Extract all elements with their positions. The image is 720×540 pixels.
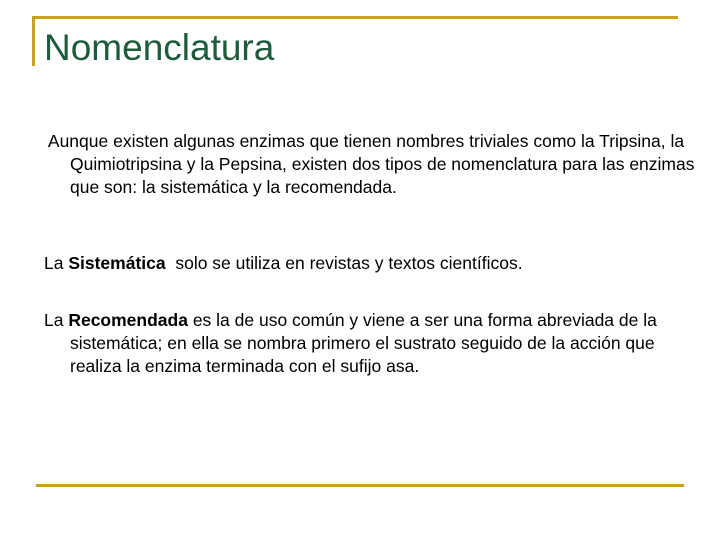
intro-text: Aunque existen algunas enzimas que tienen nombres triviales como la Tripsina, la Quimiotripsina y la Pepsina, existen dos tipos de nomenclatura para las enzimas que son: la sistemática y la recomendada. [47,131,695,197]
top-border-rule [32,16,678,19]
intro-paragraph [44,130,710,199]
recomendada-term: Recomendada [68,310,188,330]
sistematica-prefix: La [44,253,69,273]
recomendada-text: es la de uso común y viene a ser una forma abreviada de la sistemática; en ella se nombra primero el sustrato seguido de la acción que realiza la enzima terminada con el sufijo asa. [70,310,657,376]
recomendada-prefix: La [44,310,69,330]
left-border-rule [32,16,35,66]
slide-title: Nomenclatura [44,27,275,68]
sistematica-paragraph [44,252,710,275]
bottom-border-rule [36,484,684,487]
sistematica-text: solo se utiliza en revistas y textos científicos. [165,253,523,273]
recomendada-paragraph [44,309,690,378]
sistematica-term: Sistemática [68,253,166,273]
